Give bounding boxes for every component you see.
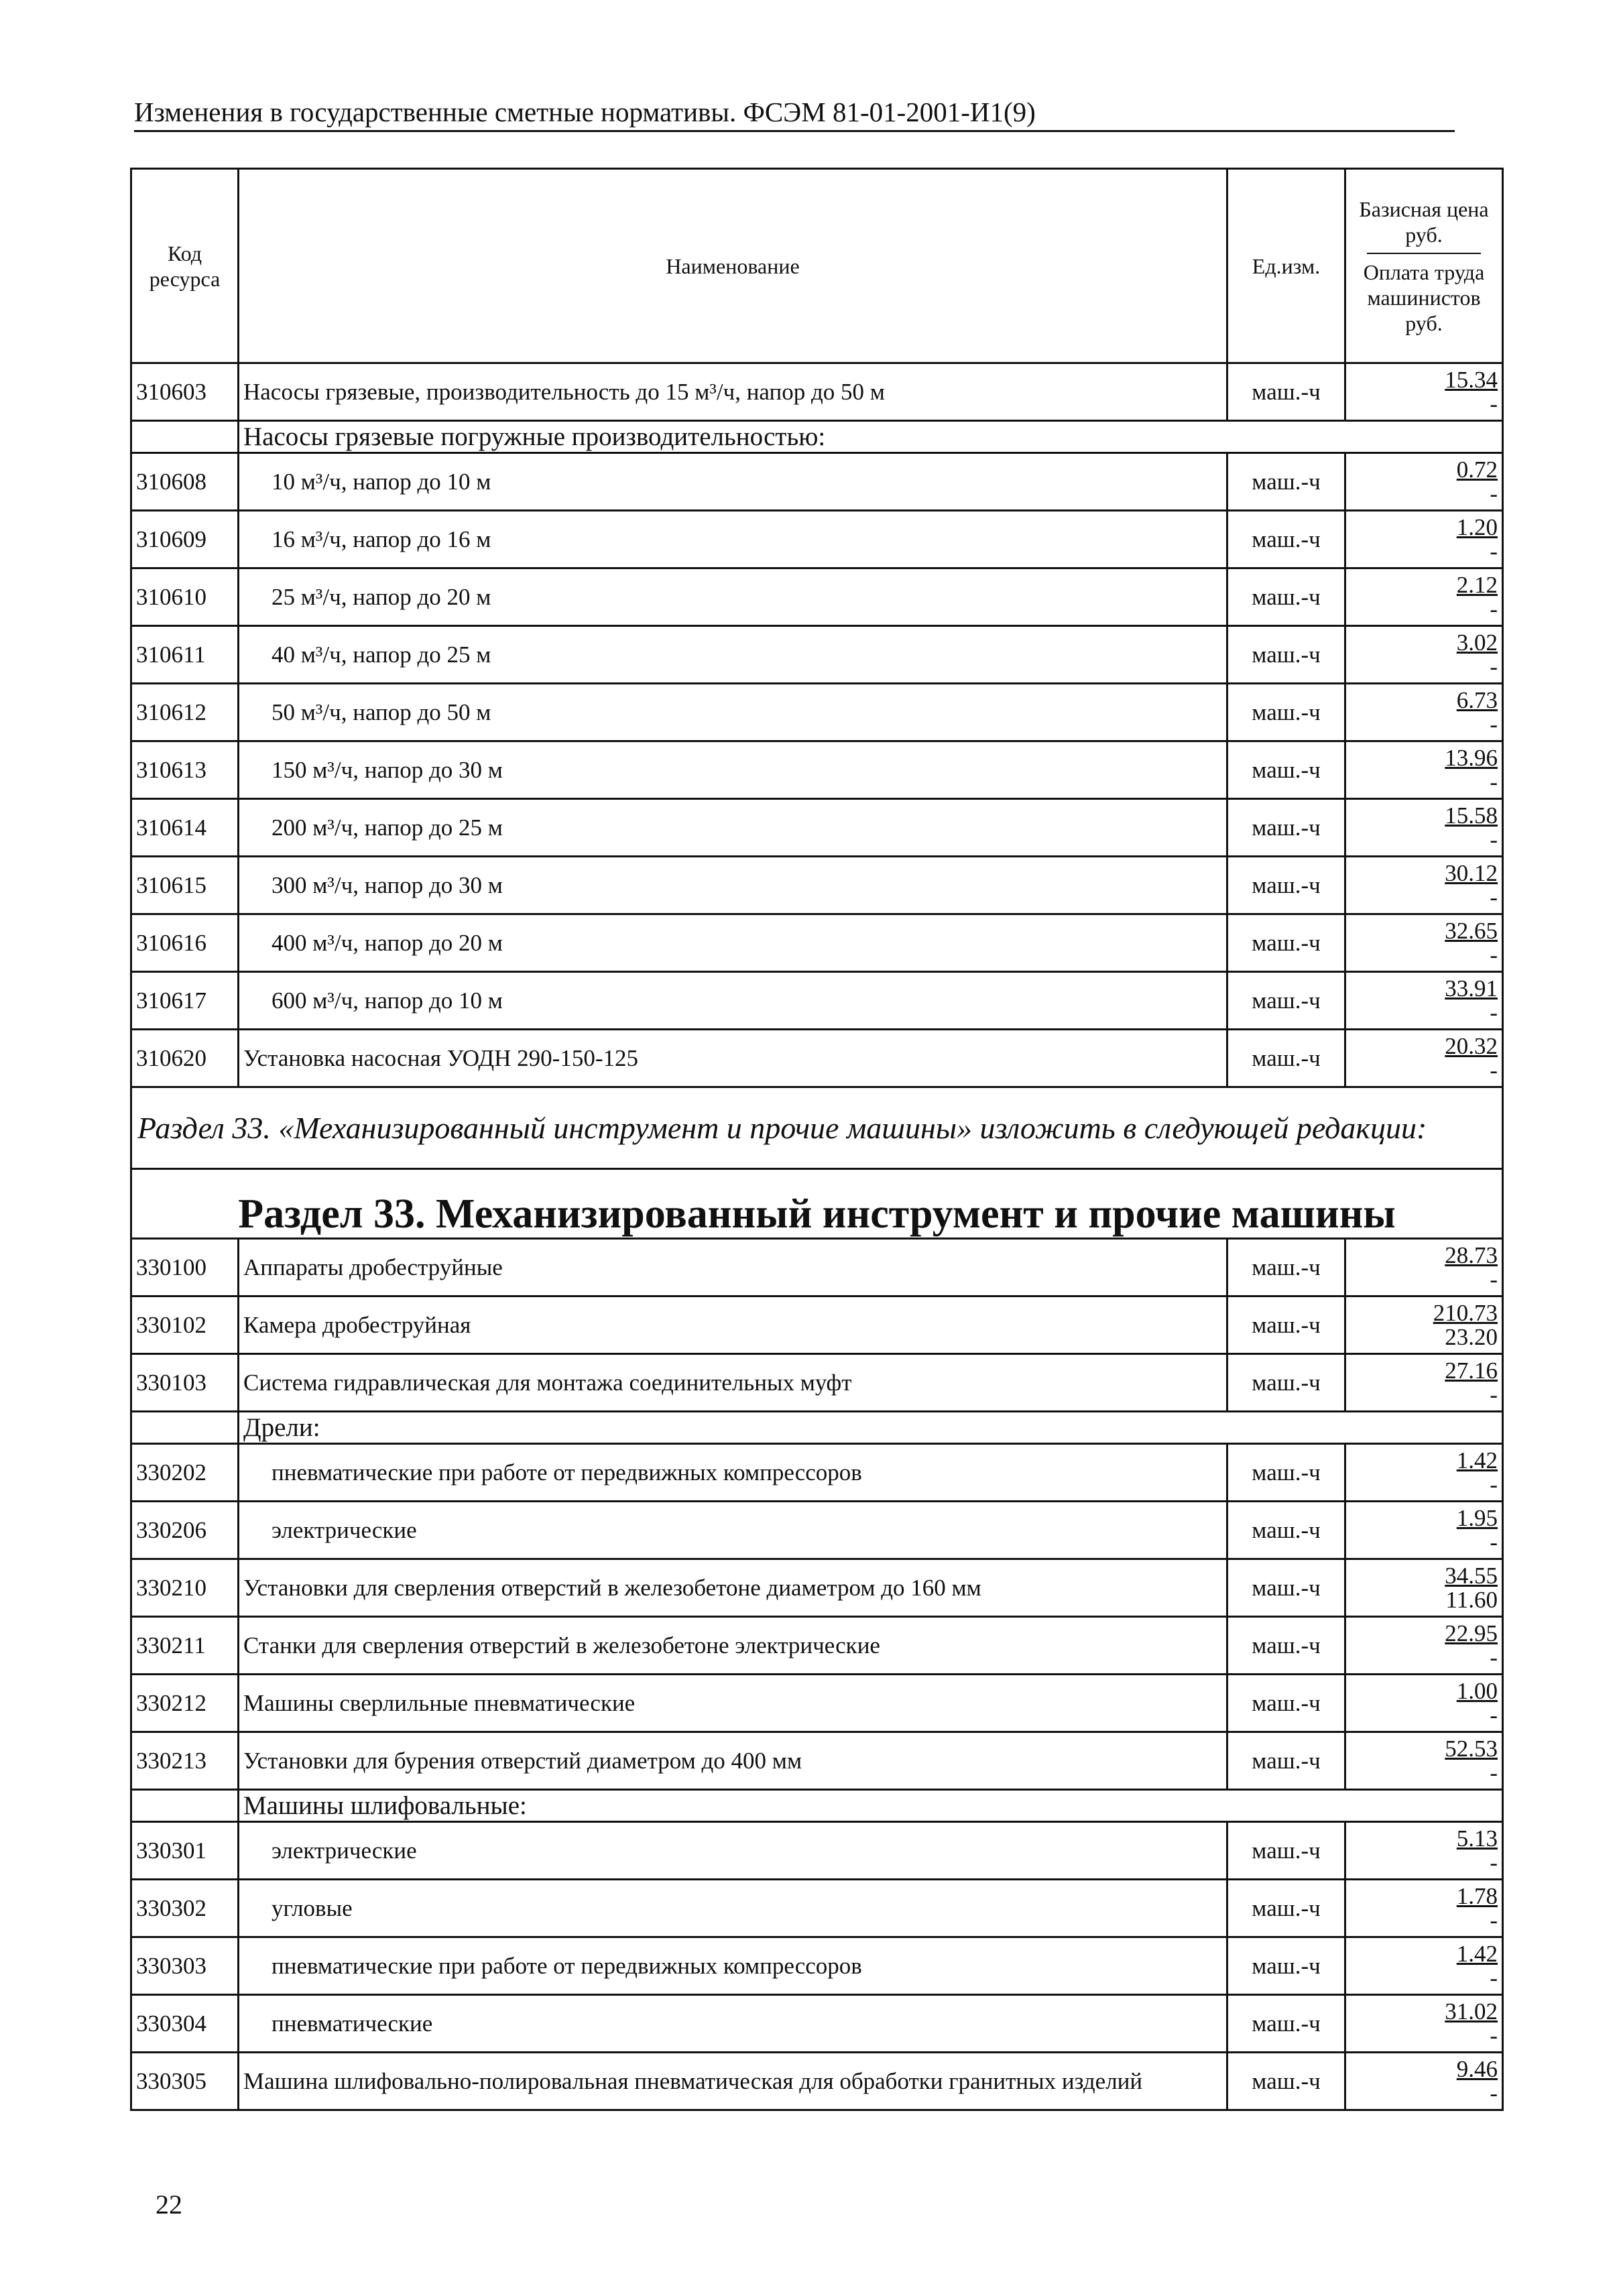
table-row: [131, 363, 1503, 421]
resource-name: 50 м³/ч, напор до 50 м: [239, 684, 1227, 741]
resource-code: 310611: [131, 626, 239, 684]
price-cell: [1345, 741, 1503, 799]
resource-code: 310610: [131, 568, 239, 626]
labor-price: -: [1490, 941, 1498, 968]
resource-name: Камера дробеструйная: [239, 1296, 1227, 1354]
resource-code: 310612: [131, 684, 239, 741]
labor-price: -: [1490, 1528, 1498, 1555]
base-price: 1.42: [1456, 1940, 1498, 1967]
unit-of-measure: маш.-ч: [1227, 1354, 1345, 1412]
resource-code: 310608: [131, 453, 239, 511]
unit-of-measure: маш.-ч: [1227, 741, 1345, 799]
resource-name: 400 м³/ч, напор до 20 м: [239, 914, 1227, 972]
labor-price: -: [1490, 768, 1498, 795]
table-row: [131, 1732, 1503, 1790]
unit-of-measure: маш.-ч: [1227, 1995, 1345, 2053]
section-title: Раздел 33. Механизированный инструмент и прочие машины: [131, 1169, 1503, 1239]
column-header-base-price: Базисная цена руб.: [1359, 196, 1489, 247]
labor-price: -: [1490, 826, 1498, 853]
table-row: [131, 972, 1503, 1030]
resource-name: 150 м³/ч, напор до 30 м: [239, 741, 1227, 799]
group-heading: Машины шлифовальные:: [239, 1790, 1503, 1822]
labor-price: -: [1490, 390, 1498, 417]
unit-of-measure: маш.-ч: [1227, 1296, 1345, 1354]
price-cell: [1345, 453, 1503, 511]
unit-of-measure: маш.-ч: [1227, 511, 1345, 568]
unit-of-measure: маш.-ч: [1227, 799, 1345, 857]
table-row: [131, 2053, 1503, 2110]
labor-price: -: [1490, 1056, 1498, 1083]
base-price: 1.20: [1456, 513, 1498, 540]
base-price: 2.12: [1456, 571, 1498, 598]
labor-price: -: [1490, 1701, 1498, 1728]
group-heading-row: [131, 421, 1503, 453]
price-cell: [1345, 363, 1503, 421]
resource-name: пневматические при работе от передвижных компрессоров: [239, 1937, 1227, 1995]
price-cell: [1345, 1732, 1503, 1790]
resource-name: Система гидравлическая для монтажа соединительных муфт: [239, 1354, 1227, 1412]
resource-name: Установки для сверления отверстий в железобетоне диаметром до 160 мм: [239, 1559, 1227, 1617]
resource-code: 310620: [131, 1030, 239, 1087]
group-spacer: [131, 421, 239, 453]
resource-name: 16 м³/ч, напор до 16 м: [239, 511, 1227, 568]
labor-price: -: [1490, 538, 1498, 564]
resource-code: 310613: [131, 741, 239, 799]
table-header-row: [131, 169, 1503, 363]
table-row: [131, 857, 1503, 914]
resource-name: Машины сверлильные пневматические: [239, 1675, 1227, 1732]
table-row: [131, 1559, 1503, 1617]
unit-of-measure: маш.-ч: [1227, 1617, 1345, 1675]
table-row: [131, 626, 1503, 684]
unit-of-measure: маш.-ч: [1227, 1880, 1345, 1937]
table-row: [131, 1502, 1503, 1559]
page-header: Изменения в государственные сметные нормативы. ФСЭМ 81-01-2001-И1(9): [134, 95, 1455, 132]
resource-code: 330213: [131, 1732, 239, 1790]
unit-of-measure: маш.-ч: [1227, 626, 1345, 684]
resource-name: Установки для бурения отверстий диаметром до 400 мм: [239, 1732, 1227, 1790]
resource-code: 330302: [131, 1880, 239, 1937]
resource-code: 330304: [131, 1995, 239, 2053]
labor-price: -: [1490, 884, 1498, 910]
price-cell: [1345, 857, 1503, 914]
table-row: [131, 1239, 1503, 1296]
base-price: 20.32: [1445, 1032, 1498, 1059]
table-row: [131, 1822, 1503, 1880]
table-row: [131, 1995, 1503, 2053]
base-price: 15.34: [1445, 366, 1498, 393]
table-row: [131, 914, 1503, 972]
amendment-note: Раздел 33. «Механизированный инструмент и прочие машины» изложить в следующей редакции:: [131, 1087, 1503, 1169]
resource-code: 330212: [131, 1675, 239, 1732]
resource-code: 310609: [131, 511, 239, 568]
table-row: [131, 511, 1503, 568]
price-cell: [1345, 568, 1503, 626]
labor-price: 23.20: [1445, 1323, 1498, 1350]
unit-of-measure: маш.-ч: [1227, 1822, 1345, 1880]
resource-code: 310614: [131, 799, 239, 857]
price-cell: [1345, 1995, 1503, 2053]
base-price: 1.78: [1456, 1882, 1498, 1909]
unit-of-measure: маш.-ч: [1227, 1030, 1345, 1087]
resource-code: 330211: [131, 1617, 239, 1675]
resource-name: Станки для сверления отверстий в железобетоне электрические: [239, 1617, 1227, 1675]
labor-price: -: [1490, 480, 1498, 507]
price-cell: [1345, 799, 1503, 857]
base-price: 32.65: [1445, 917, 1498, 944]
base-price: 30.12: [1445, 859, 1498, 886]
resource-name: угловые: [239, 1880, 1227, 1937]
table-row: [131, 1617, 1503, 1675]
column-header-code: Код ресурса: [131, 169, 239, 363]
labor-price: -: [1490, 1266, 1498, 1292]
base-price: 5.13: [1456, 1825, 1498, 1852]
resource-table: [130, 168, 1504, 2111]
price-cell: [1345, 511, 1503, 568]
unit-of-measure: маш.-ч: [1227, 1239, 1345, 1296]
base-price: 6.73: [1456, 686, 1498, 713]
base-price: 210.73: [1433, 1299, 1498, 1326]
amendment-note-row: [131, 1087, 1503, 1169]
table-row: [131, 684, 1503, 741]
base-price: 28.73: [1445, 1242, 1498, 1268]
labor-price: -: [1490, 999, 1498, 1026]
unit-of-measure: маш.-ч: [1227, 568, 1345, 626]
group-heading-row: [131, 1790, 1503, 1822]
resource-code: 330102: [131, 1296, 239, 1354]
table-row: [131, 1937, 1503, 1995]
labor-price: -: [1490, 711, 1498, 737]
base-price: 27.16: [1445, 1357, 1498, 1384]
labor-price: -: [1490, 653, 1498, 680]
unit-of-measure: маш.-ч: [1227, 1937, 1345, 1995]
labor-price: -: [1490, 1471, 1498, 1498]
labor-price: -: [1490, 1759, 1498, 1786]
page-number: 22: [156, 2189, 182, 2220]
resource-code: 330206: [131, 1502, 239, 1559]
resource-code: 330202: [131, 1444, 239, 1502]
resource-code: 330103: [131, 1354, 239, 1412]
unit-of-measure: маш.-ч: [1227, 2053, 1345, 2110]
labor-price: -: [1490, 1907, 1498, 1933]
price-cell: [1345, 972, 1503, 1030]
column-header-unit: Ед.изм.: [1227, 169, 1345, 363]
resource-name: Установка насосная УОДН 290-150-125: [239, 1030, 1227, 1087]
labor-price: -: [1490, 2079, 1498, 2106]
price-cell: [1345, 1030, 1503, 1087]
base-price: 13.96: [1445, 744, 1498, 771]
base-price: 15.58: [1445, 802, 1498, 829]
resource-code: 330305: [131, 2053, 239, 2110]
labor-price: 11.60: [1445, 1586, 1498, 1613]
labor-price: -: [1490, 1381, 1498, 1408]
unit-of-measure: маш.-ч: [1227, 1502, 1345, 1559]
price-cell: [1345, 626, 1503, 684]
resource-name: 200 м³/ч, напор до 25 м: [239, 799, 1227, 857]
unit-of-measure: маш.-ч: [1227, 684, 1345, 741]
resource-name: 10 м³/ч, напор до 10 м: [239, 453, 1227, 511]
labor-price: -: [1490, 1644, 1498, 1671]
group-heading-row: [131, 1412, 1503, 1444]
table-row: [131, 1444, 1503, 1502]
price-cell: [1345, 1675, 1503, 1732]
table-row: [131, 741, 1503, 799]
price-cell: [1345, 2053, 1503, 2110]
column-header-name: Наименование: [239, 169, 1227, 363]
header-divider: [1367, 253, 1481, 254]
unit-of-measure: маш.-ч: [1227, 972, 1345, 1030]
resource-name: электрические: [239, 1822, 1227, 1880]
table-row: [131, 1296, 1503, 1354]
price-cell: [1345, 1239, 1503, 1296]
resource-code: 330210: [131, 1559, 239, 1617]
table-row: [131, 453, 1503, 511]
resource-code: 330303: [131, 1937, 239, 1995]
price-cell: [1345, 1502, 1503, 1559]
resource-code: 310615: [131, 857, 239, 914]
labor-price: -: [1490, 595, 1498, 622]
unit-of-measure: маш.-ч: [1227, 1444, 1345, 1502]
table-row: [131, 1675, 1503, 1732]
unit-of-measure: маш.-ч: [1227, 1732, 1345, 1790]
table-body: [131, 363, 1503, 2110]
table-row: [131, 1030, 1503, 1087]
unit-of-measure: маш.-ч: [1227, 1559, 1345, 1617]
group-spacer: [131, 1790, 239, 1822]
section-title-row: [131, 1169, 1503, 1239]
resource-name: Аппараты дробеструйные: [239, 1239, 1227, 1296]
resource-name: электрические: [239, 1502, 1227, 1559]
price-cell: [1345, 1937, 1503, 1995]
resource-code: 330100: [131, 1239, 239, 1296]
base-price: 31.02: [1445, 1998, 1498, 2025]
unit-of-measure: маш.-ч: [1227, 857, 1345, 914]
resource-name: пневматические: [239, 1995, 1227, 2053]
column-header-labor-price: Оплата труда машинистов руб.: [1363, 259, 1485, 335]
resource-name: Машина шлифовально-полировальная пневматическая для обработки гранитных изделий: [239, 2053, 1227, 2110]
resource-name: пневматические при работе от передвижных компрессоров: [239, 1444, 1227, 1502]
price-cell: [1345, 1354, 1503, 1412]
group-spacer: [131, 1412, 239, 1444]
table-row: [131, 799, 1503, 857]
resource-code: 310616: [131, 914, 239, 972]
base-price: 1.00: [1456, 1677, 1498, 1704]
column-header-price: [1345, 169, 1503, 363]
base-price: 1.95: [1456, 1504, 1498, 1531]
unit-of-measure: маш.-ч: [1227, 1675, 1345, 1732]
table-row: [131, 1354, 1503, 1412]
resource-name: 25 м³/ч, напор до 20 м: [239, 568, 1227, 626]
base-price: 1.42: [1456, 1447, 1498, 1473]
group-heading: Насосы грязевые погружные производительностью:: [239, 421, 1503, 453]
group-heading: Дрели:: [239, 1412, 1503, 1444]
resource-name: Насосы грязевые, производительность до 15 м³/ч, напор до 50 м: [239, 363, 1227, 421]
labor-price: -: [1490, 1849, 1498, 1876]
price-cell: [1345, 1559, 1503, 1617]
unit-of-measure: маш.-ч: [1227, 914, 1345, 972]
unit-of-measure: маш.-ч: [1227, 453, 1345, 511]
price-cell: [1345, 1822, 1503, 1880]
price-cell: [1345, 1444, 1503, 1502]
resource-name: 600 м³/ч, напор до 10 м: [239, 972, 1227, 1030]
base-price: 9.46: [1456, 2055, 1498, 2082]
labor-price: -: [1490, 1964, 1498, 1991]
unit-of-measure: маш.-ч: [1227, 363, 1345, 421]
base-price: 52.53: [1445, 1735, 1498, 1762]
price-cell: [1345, 1880, 1503, 1937]
resource-code: 310603: [131, 363, 239, 421]
resource-name: 300 м³/ч, напор до 30 м: [239, 857, 1227, 914]
price-cell: [1345, 1296, 1503, 1354]
labor-price: -: [1490, 2022, 1498, 2049]
base-price: 0.72: [1456, 456, 1498, 483]
base-price: 3.02: [1456, 629, 1498, 656]
price-cell: [1345, 1617, 1503, 1675]
resource-code: 330301: [131, 1822, 239, 1880]
price-cell: [1345, 914, 1503, 972]
resource-name: 40 м³/ч, напор до 25 м: [239, 626, 1227, 684]
base-price: 33.91: [1445, 975, 1498, 1002]
table-row: [131, 568, 1503, 626]
table-row: [131, 1880, 1503, 1937]
base-price: 34.55: [1445, 1562, 1498, 1589]
price-cell: [1345, 684, 1503, 741]
resource-code: 310617: [131, 972, 239, 1030]
base-price: 22.95: [1445, 1620, 1498, 1646]
